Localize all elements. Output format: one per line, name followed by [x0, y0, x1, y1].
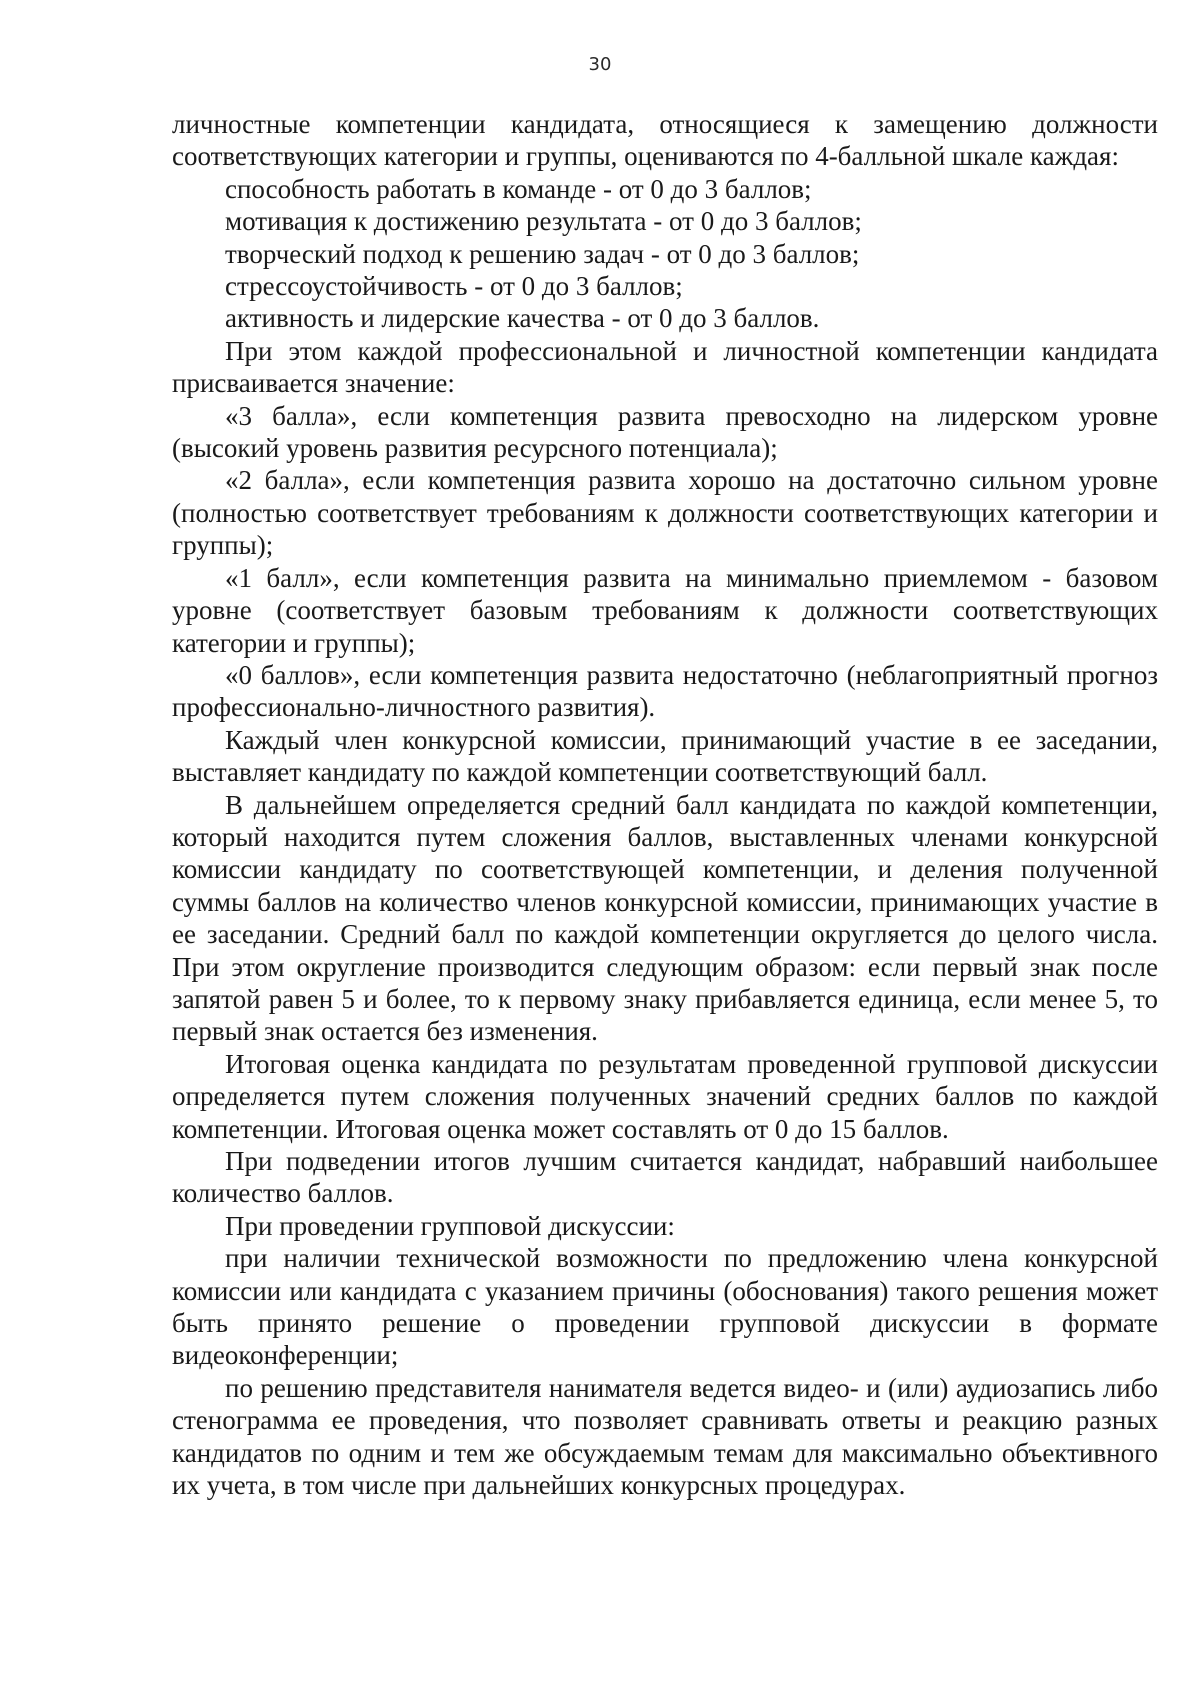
paragraph-commission-scoring: Каждый член конкурсной комиссии, принимающий участие в ее заседании, выставляет кандидату по каждой компетенции соответствующий балл.: [172, 724, 1158, 788]
paragraph-score-3: «3 балла», если компетенция развита превосходно на лидерском уровне (высокий уровень развития ресурсного потенциала);: [172, 400, 1158, 464]
paragraph-best-candidate: При подведении итогов лучшим считается кандидат, набравший наибольшее количество баллов.: [172, 1146, 1158, 1209]
paragraph-score-1: «1 балл», если компетенция развита на минимально приемлемом - базовом уровне (соответствует базовым требованиям к должности соответствующих категории и группы);: [172, 562, 1158, 658]
paragraph-score-2: «2 балла», если компетенция развита хорошо на достаточно сильном уровне (полностью соответствует требованиям к должности соответствующих категории и группы);: [172, 465, 1158, 561]
paragraph-value-assignment: При этом каждой профессиональной и личностной компетенции кандидата присваивается значение:: [172, 335, 1158, 399]
paragraph-average-score: В дальнейшем определяется средний балл кандидата по каждой компетенции, который находится путем сложения баллов, выставленных членами конкурсной комиссии кандидату по соответствующей компетенции, и деления полученной суммы баллов на количество членов конкурсной комиссии, принимающих участие в ее заседании. Средний балл по каждой компетенции округляется до целого числа. При этом округление производится следующим образом: если первый знак после запятой равен 5 и более, то к первому знаку прибавляется единица, если менее 5, то первый знак остается без изменения.: [172, 789, 1158, 1047]
paragraph-final-score: Итоговая оценка кандидата по результатам проведенной групповой дискуссии определяется путем сложения полученных значений средних баллов по каждой компетенции. Итоговая оценка может составлять от 0 до 15 баллов.: [172, 1048, 1158, 1144]
document-body: [172, 108, 1158, 1501]
paragraph-score-0: «0 баллов», если компетенция развита недостаточно (неблагоприятный прогноз профессионально-личностного развития).: [172, 659, 1158, 723]
paragraph-videoconference: при наличии технической возможности по предложению члена конкурсной комиссии или кандидата с указанием причины (обоснования) такого решения может быть принято решение о проведении групповой дискуссии в формате видеоконференции;: [172, 1243, 1158, 1371]
list-item-teamwork: способность работать в команде - от 0 до 3 баллов;: [225, 173, 812, 204]
list-item-motivation: мотивация к достижению результата - от 0 до 3 баллов;: [225, 206, 862, 237]
paragraph-discussion-intro: При проведении групповой дискуссии:: [225, 1210, 675, 1241]
paragraph-recording: по решению представителя нанимателя ведется видео- и (или) аудиозапись либо стенограмма ее проведения, что позволяет сравнивать ответы и реакцию разных кандидатов по одним и тем же обсуждаемым темам для максимально объективного их учета, в том числе при дальнейших конкурсных процедурах.: [172, 1372, 1158, 1501]
list-item-leadership: активность и лидерские качества - от 0 до 3 баллов.: [225, 303, 820, 334]
list-item-stress-resistance: стрессоустойчивость - от 0 до 3 баллов;: [225, 271, 683, 302]
paragraph-personal-competencies: личностные компетенции кандидата, относящиеся к замещению должности соответствующих категории и группы, оцениваются по 4-балльной шкале каждая:: [172, 109, 1158, 172]
page-number: 30: [588, 54, 612, 75]
list-item-creativity: творческий подход к решению задач - от 0 до 3 баллов;: [225, 238, 860, 269]
